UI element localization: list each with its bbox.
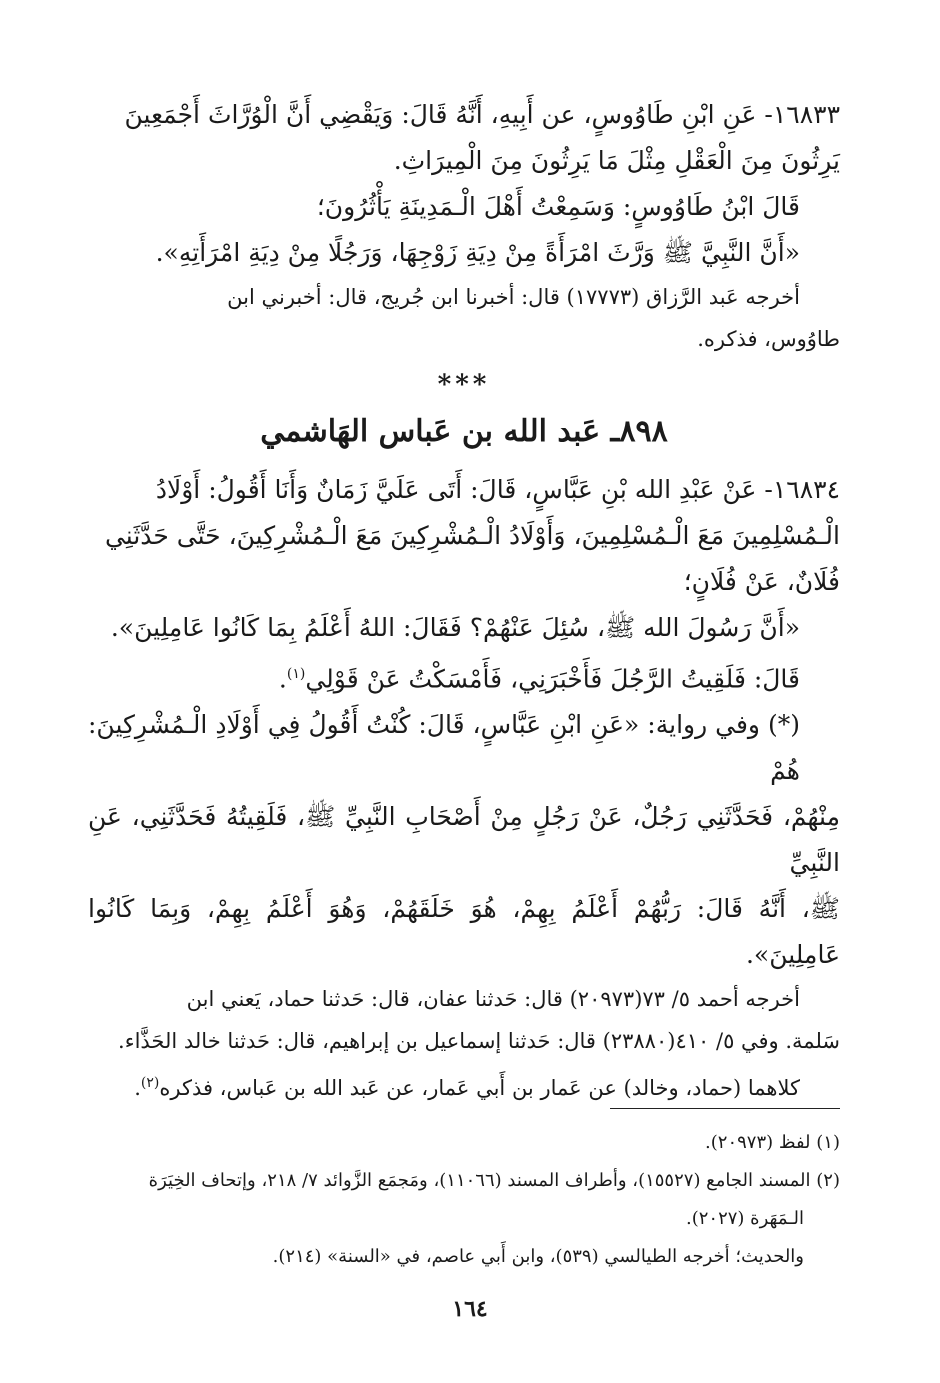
hadith-16833 xyxy=(88,92,840,360)
variant-line: مِنْهُمْ، فَحَدَّثَنِي رَجُلٌ، عَنْ رَجُلٍ مِنْ أَصْحَابِ النَّبِيِّ ﷺ، فَلَقِيتُهُ فَحَدَّثَنِي، عَنِ النَّبِيِّ xyxy=(88,802,840,878)
variant-line: (*) وفي رواية: «عَنِ ابْنِ عَبَّاسٍ، قَالَ: كُنْتُ أَقُولُ فِي أَوْلَادِ الْـمُشْرِكِينَ: هُمْ xyxy=(88,710,800,786)
page-number: ١٦٤ xyxy=(452,1296,488,1322)
hadith-text: قَالَ: فَلَقِيتُ الرَّجُلَ فَأَخْبَرَنِي، فَأَمْسَكْتُ عَنْ قَوْلِي xyxy=(305,664,800,694)
source-line: سَلمة. وفي ٥/ ٤١٠(٢٣٨٨٠) قال: حَدثنا إسماعيل بن إبراهيم، قال: حَدثنا خالد الحَذَّاء. xyxy=(118,1029,840,1054)
chapter-title: ٨٩٨ـ عَبد الله بن عَباس الهَاشمي xyxy=(260,414,668,449)
hadith-line: فُلَانٌ، عَنْ فُلَانٍ؛ xyxy=(683,567,840,596)
source-line: أخرجه أحمد ٥/ ٧٣(٢٠٩٧٣) قال: حَدثنا عفان، قال: حَدثنا حماد، يَعني ابن xyxy=(186,987,800,1012)
hadith-line: الْـمُسْلِمِينَ مَعَ الْـمُسْلِمِينَ، وَأَوْلَادُ الْـمُشْرِكِينَ مَعَ الْـمُشْرِكِينَ، حَتَّى حَدَّثَنِي xyxy=(104,521,840,550)
footnote-2-continued: الـمَهَرة (٢٠٢٧). xyxy=(686,1208,804,1229)
footnote-marker: (٢) xyxy=(140,1075,160,1092)
source-line: أخرجه عَبد الرَّزاق (١٧٧٧٣) قال: أخبرنا ابن جُريج، قال: أخبرني ابن xyxy=(227,285,800,309)
variant-line: ﷺ، أَنَّهُ قَالَ: رَبُّهُمْ أَعْلَمُ بِهِمْ، هُوَ خَلَقَهُمْ، وَهُوَ أَعْلَمُ بِهِمْ، وَبِمَا كَانُوا عَامِلِينَ». xyxy=(88,894,840,970)
hadith-line: «أَنَّ النَّبِيَّ ﷺ وَرَّثَ امْرَأَةً مِنْ دِيَةِ زَوْجِهَا، وَرَجُلًا مِنْ دِيَةِ امْرَأَتِهِ». xyxy=(155,238,800,267)
footnote-note: والحديث؛ أخرجه الطيالسي (٥٣٩)، وابن أَبي عاصم، في «السنة» (٢١٤). xyxy=(272,1246,804,1267)
hadith-line: يَرِثُونَ مِنَ الْعَقْلِ مِثْلَ مَا يَرِثُونَ مِنَ الْمِيرَاثِ. xyxy=(393,146,840,175)
footnote-1: (١) لفظ (٢٠٩٧٣). xyxy=(705,1132,840,1153)
section-separator: *** xyxy=(437,370,491,400)
punctuation: . xyxy=(134,1076,141,1101)
source-line xyxy=(88,1062,840,1109)
source-line: طاوُوس، فذكره. xyxy=(697,327,840,351)
footnotes xyxy=(88,1126,840,1278)
hadith-line: قَالَ ابْنُ طَاوُوسٍ: وَسَمِعْتُ أَهْلَ الْـمَدِينَةِ يَأْثُرُونَ؛ xyxy=(316,192,800,221)
footnote-divider xyxy=(610,1108,840,1109)
hadith-16834 xyxy=(88,467,840,1109)
hadith-line xyxy=(88,651,840,702)
footnote-2: (٢) المسند الجامع (١٥٥٢٧)، وأطراف المسند (١١٠٦٦)، ومَجمَع الزَّوائد ٧/ ٢١٨، وإتحاف الخِيَرَة xyxy=(148,1170,840,1191)
punctuation: . xyxy=(278,664,287,694)
source-text: كلاهما (حماد، وخالد) عن عَمار بن أَبي عَمار، عن عَبد الله بن عَباس، فذكره xyxy=(159,1076,800,1101)
hadith-line: ١٦٨٣٤- عَنْ عَبْدِ الله بْنِ عَبَّاسٍ، قَالَ: أَتَى عَلَيَّ زَمَانٌ وَأَنَا أَقُولُ: أَوْلَادُ xyxy=(155,475,840,504)
hadith-line: ١٦٨٣٣- عَنِ ابْنِ طَاوُوسٍ، عن أَبِيهِ، أَنَّهُ قَالَ: وَيَقْضِي أَنَّ الْوُرَّاثَ أَجْمَعِينَ xyxy=(124,100,840,129)
main-text xyxy=(88,92,840,1109)
hadith-line: «أَنَّ رَسُولَ الله ﷺ، سُئِلَ عَنْهُمْ؟ فَقَالَ: اللهُ أَعْلَمُ بِمَا كَانُوا عَامِلِينَ». xyxy=(110,613,800,642)
footnote-marker: (١) xyxy=(286,666,306,682)
